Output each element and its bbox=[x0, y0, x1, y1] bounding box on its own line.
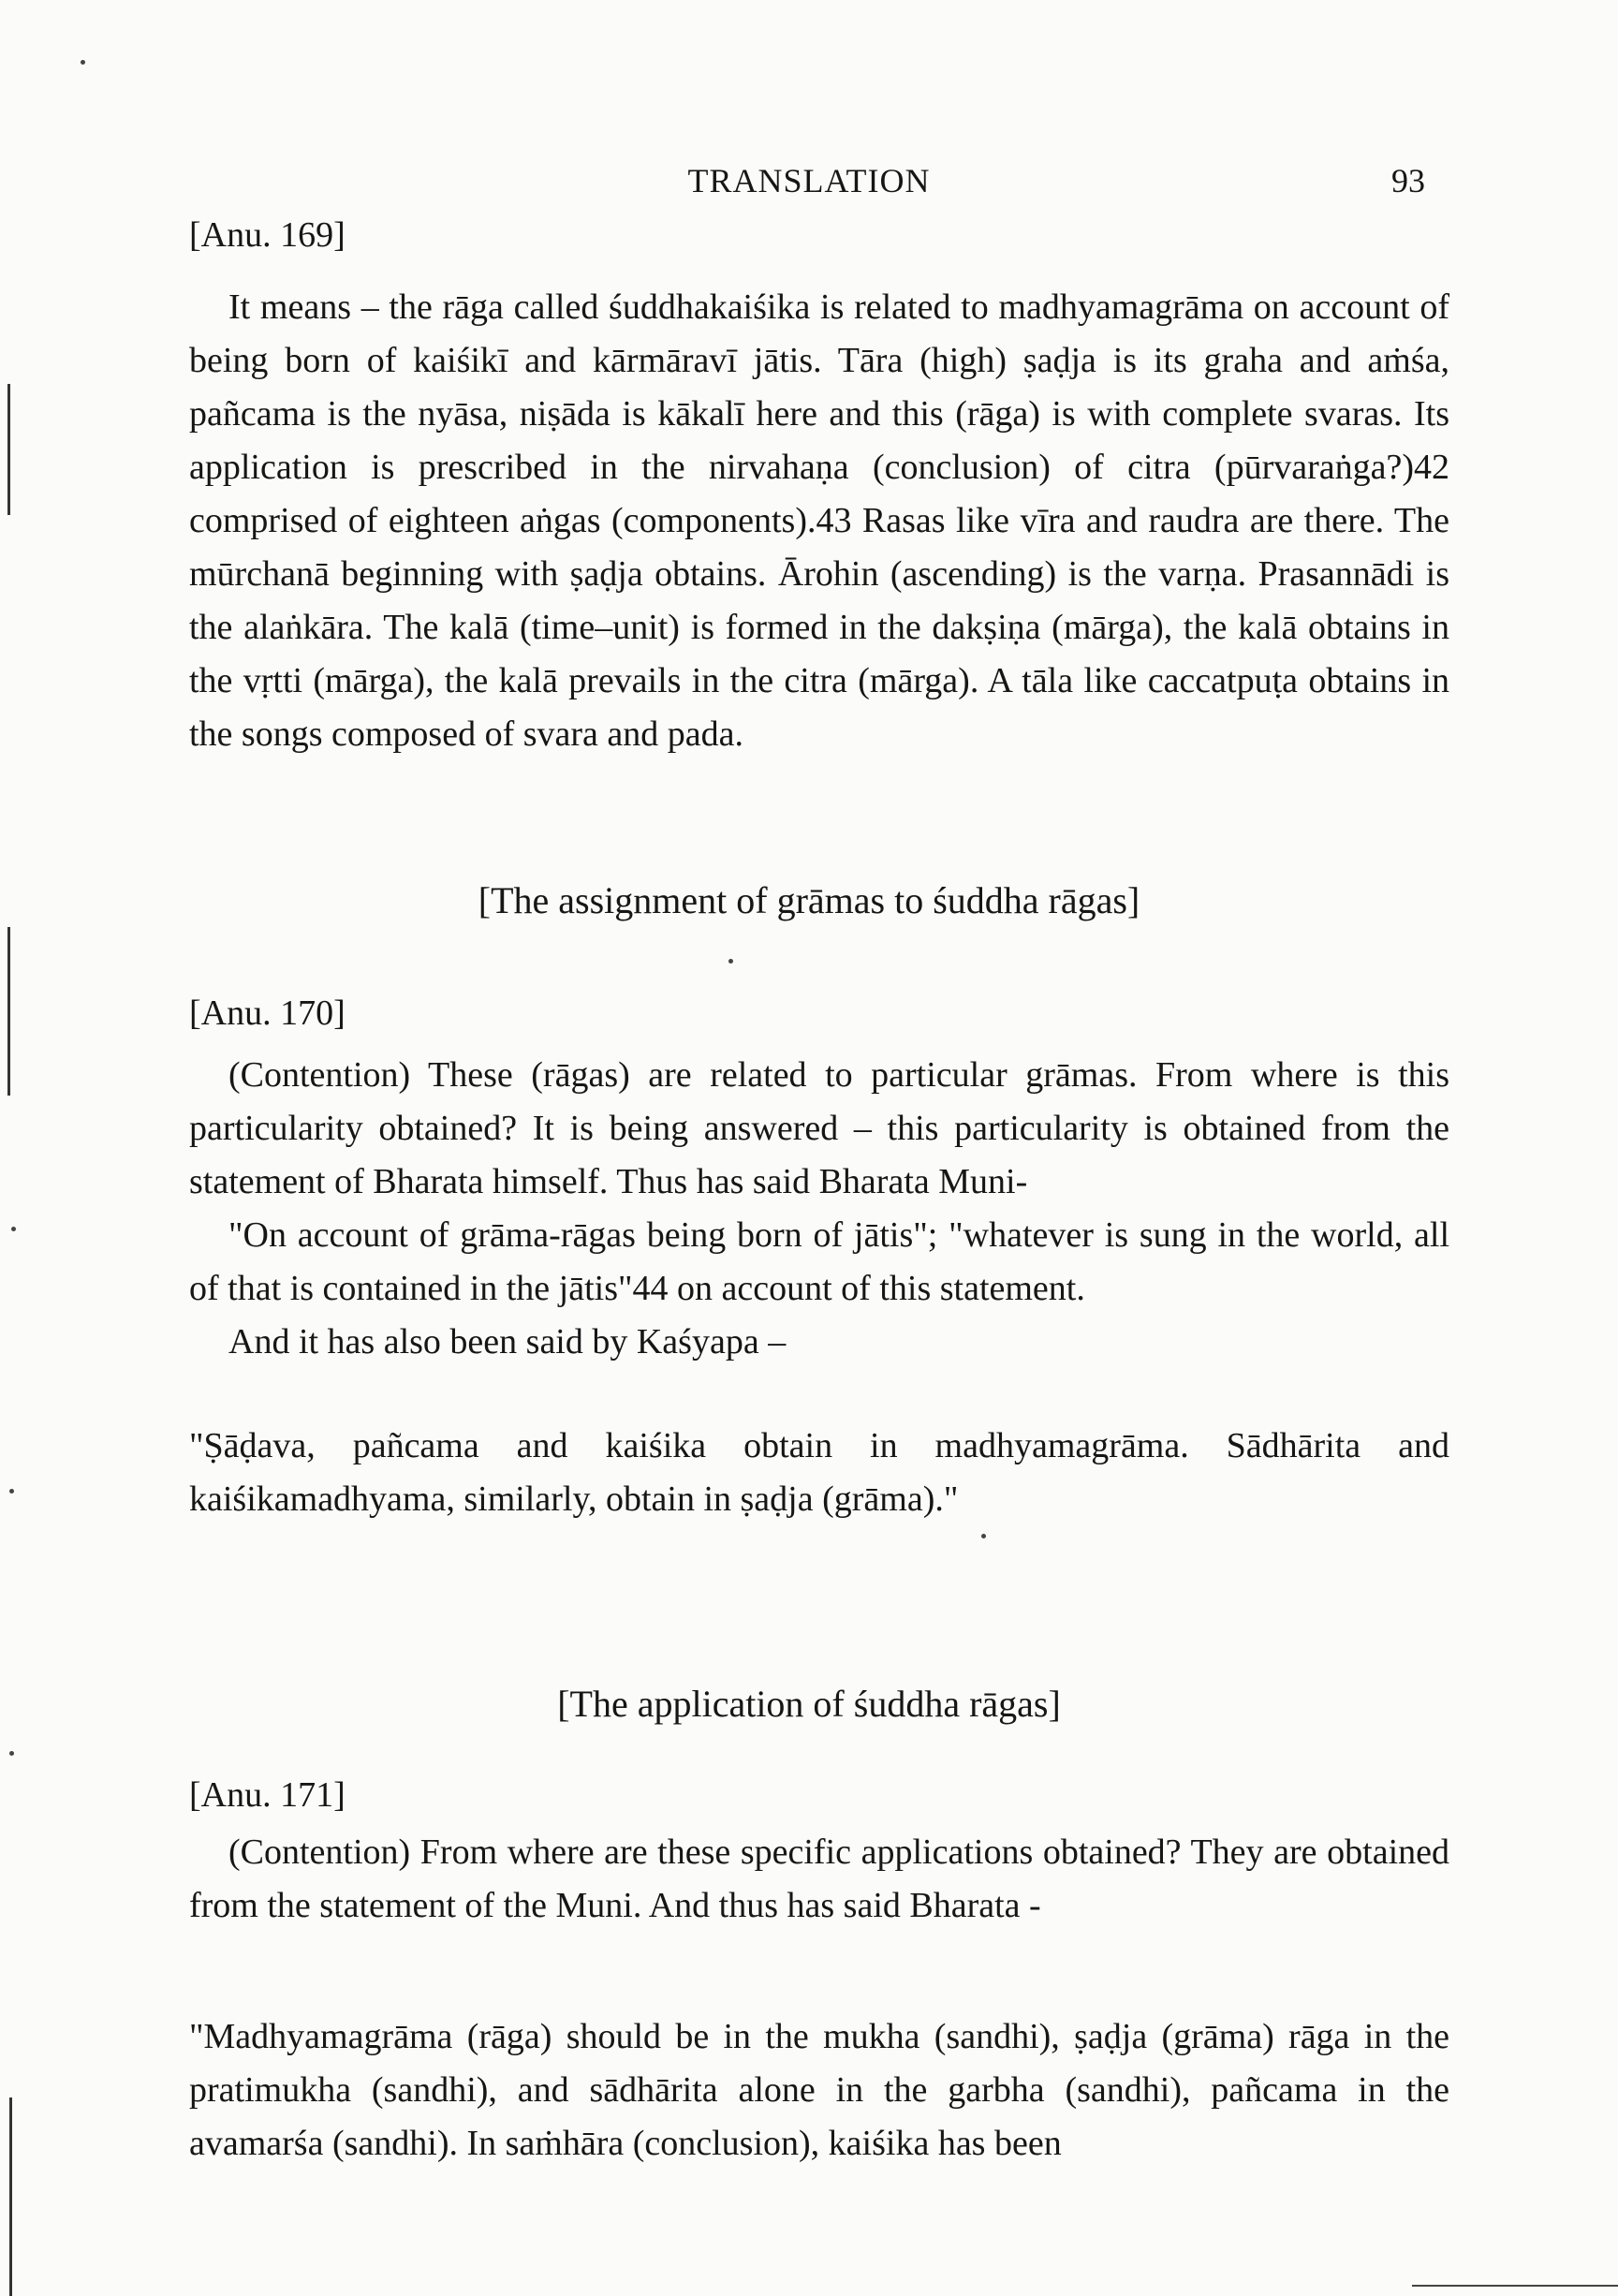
bharata-quote-text: "Madhyamagrāma (rāga) should be in the mukha (sandhi), ṣaḍja (grāma) rāga in the pratimukha (sandhi), and sādhārita alone in the garbha (sandhi), pañcama in the avamarśa (sandhi). In saṁhāra (conclusion), kaiśika has been bbox=[189, 2017, 1449, 2163]
kasyapa-intro bbox=[189, 1316, 1449, 1369]
scan-bottom-rule bbox=[1412, 2285, 1618, 2287]
kasyapa-quote bbox=[189, 1420, 1449, 1526]
anu-171-text: (Contention) From where are these specific applications obtained? They are obtained from the statement of the Muni. And thus has said Bharata - bbox=[189, 1832, 1449, 1925]
anu-170-quote-paragraph bbox=[189, 1209, 1449, 1316]
scan-speck bbox=[81, 60, 85, 65]
scan-margin-mark bbox=[7, 384, 10, 515]
anu-170-quote-text: "On account of grāma-rāgas being born of jātis"; "whatever is sung in the world, all of that is contained in the jātis"44 on account of this statement. bbox=[189, 1215, 1449, 1308]
anu-171-label: [Anu. 171] bbox=[189, 1775, 346, 1815]
scan-speck bbox=[9, 1751, 14, 1756]
scan-speck bbox=[728, 959, 733, 964]
scan-margin-mark bbox=[9, 2097, 12, 2296]
scan-speck bbox=[9, 1489, 14, 1494]
anu-169-paragraph bbox=[189, 281, 1449, 761]
section-heading-gramas: [The assignment of grāmas to śuddha rāgas] bbox=[478, 879, 1140, 921]
kasyapa-quote-text: "Ṣāḍava, pañcama and kaiśika obtain in madhyamagrāma. Sādhārita and kaiśikamadhyama, similarly, obtain in ṣaḍja (grāma)." bbox=[189, 1426, 1449, 1519]
section-heading-application: [The application of śuddha rāgas] bbox=[557, 1683, 1061, 1725]
anu-170-label: [Anu. 170] bbox=[189, 993, 346, 1033]
scan-margin-mark bbox=[7, 927, 10, 1096]
kasyapa-intro-text: And it has also been said by Kaśyapa – bbox=[228, 1322, 787, 1361]
scan-speck bbox=[11, 1227, 16, 1231]
anu-169-text: It means – the rāga called śuddhakaiśika is related to madhyamagrāma on account of being born of kaiśikī and kārmāravī jātis. Tāra (high) ṣaḍja is its graha and aṁśa, pañcama is the nyāsa, niṣāda is kākalī here and this (rāga) is with complete svaras. Its application is prescribed in the nirvahaṇa (conclusion) of citra (pūrvaraṅga?)42 comprised of eighteen aṅgas (components).43 Rasas like vīra and raudra are there. The mūrchanā beginning with ṣaḍja obtains. Ārohin (ascending) is the varṇa. Prasannādi is the alaṅkāra. The kalā (time–unit) is formed in the dakṣiṇa (mārga), the kalā obtains in the vṛtti (mārga), the kalā prevails in the citra (mārga). A tāla like caccatpuṭa obtains in the songs composed of svara and pada. bbox=[189, 287, 1449, 754]
anu-170-paragraph bbox=[189, 1049, 1449, 1209]
bharata-quote bbox=[189, 2010, 1449, 2171]
anu-171-paragraph bbox=[189, 1826, 1449, 1933]
anu-170-text: (Contention) These (rāgas) are related to particular grāmas. From where is this particularity obtained? It is being answered – this particularity is obtained from the statement of Bharata himself. Thus has said Bharata Muni- bbox=[189, 1055, 1449, 1201]
page-number: 93 bbox=[1391, 162, 1425, 199]
scan-speck bbox=[981, 1534, 986, 1538]
anu-169-label: [Anu. 169] bbox=[189, 215, 346, 255]
running-header: TRANSLATION bbox=[687, 162, 931, 199]
